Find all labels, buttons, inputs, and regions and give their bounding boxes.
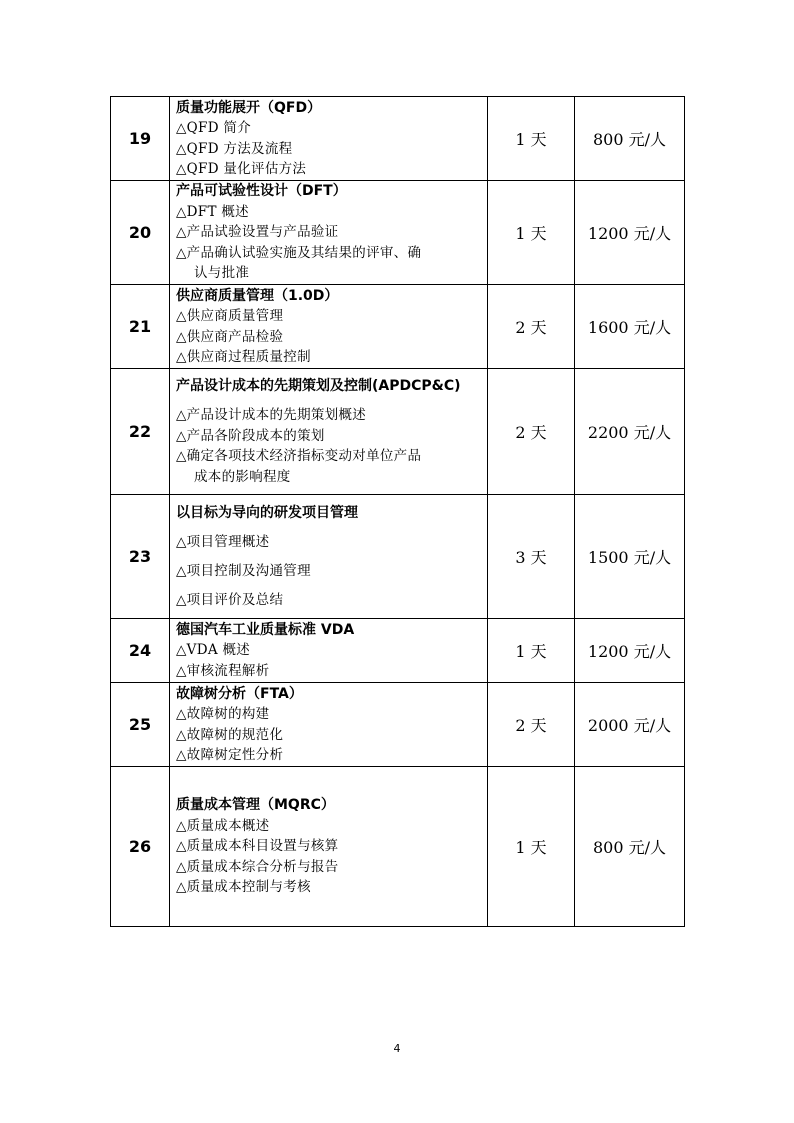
course-price: 2000 元/人	[575, 683, 685, 767]
course-item: △供应商产品检验	[176, 328, 284, 345]
course-duration: 1 天	[488, 619, 575, 683]
course-content	[170, 285, 488, 369]
course-duration: 3 天	[488, 495, 575, 619]
row-number: 21	[111, 285, 170, 369]
row-number: 24	[111, 619, 170, 683]
course-title: 产品可试验性设计（DFT）	[176, 183, 347, 200]
course-title: 故障树分析（FTA）	[176, 685, 303, 702]
course-item: △产品设计成本的先期策划概述	[176, 407, 367, 424]
row-number: 26	[111, 767, 170, 927]
table-row	[111, 683, 685, 767]
course-content	[170, 369, 488, 495]
course-item: △故障树的规范化	[176, 726, 284, 743]
table-row	[111, 619, 685, 683]
row-number: 23	[111, 495, 170, 619]
course-price: 1600 元/人	[575, 285, 685, 369]
course-item: △项目管理概述	[176, 533, 270, 550]
course-item: △产品确认试验实施及其结果的评审、确	[176, 244, 422, 261]
course-content	[170, 619, 488, 683]
course-title: 德国汽车工业质量标准 VDA	[176, 621, 355, 638]
course-price: 800 元/人	[575, 97, 685, 181]
course-item: △产品试验设置与产品验证	[176, 224, 339, 241]
course-duration: 1 天	[488, 181, 575, 285]
table-row	[111, 97, 685, 181]
course-title: 产品设计成本的先期策划及控制(APDCP&C)	[176, 377, 461, 394]
course-item: 认与批准	[194, 265, 250, 282]
row-number: 25	[111, 683, 170, 767]
course-content	[170, 495, 488, 619]
course-item: △质量成本综合分析与报告	[176, 858, 339, 875]
course-content	[170, 97, 488, 181]
course-item: △QFD 简介	[176, 120, 252, 136]
course-item: △QFD 量化评估方法	[176, 161, 307, 177]
table-row	[111, 495, 685, 619]
course-item: △故障树定性分析	[176, 747, 284, 763]
course-table	[110, 96, 685, 927]
course-item: △项目控制及沟通管理	[176, 562, 311, 579]
course-item: △DFT 概述	[176, 203, 249, 220]
course-duration: 1 天	[488, 97, 575, 181]
table-row	[111, 767, 685, 927]
course-item: △项目评价及总结	[176, 591, 284, 608]
course-title: 供应商质量管理（1.0D）	[176, 287, 339, 304]
course-duration: 2 天	[488, 369, 575, 495]
course-content	[170, 767, 488, 927]
course-duration: 2 天	[488, 683, 575, 767]
row-number: 19	[111, 97, 170, 181]
course-price: 1200 元/人	[575, 619, 685, 683]
course-title: 质量功能展开（QFD）	[176, 99, 322, 116]
page-number: 4	[393, 1042, 401, 1055]
course-item: △产品各阶段成本的策划	[176, 427, 325, 444]
course-content	[170, 683, 488, 767]
course-duration: 2 天	[488, 285, 575, 369]
course-title: 质量成本管理（MQRC）	[176, 797, 335, 814]
table-row	[111, 285, 685, 369]
course-price: 800 元/人	[575, 767, 685, 927]
course-price: 1200 元/人	[575, 181, 685, 285]
course-item: △VDA 概述	[176, 642, 251, 659]
course-item: △质量成本概述	[176, 817, 270, 834]
course-item: △故障树的构建	[176, 706, 270, 722]
course-item: △质量成本控制与考核	[176, 879, 311, 896]
course-price: 1500 元/人	[575, 495, 685, 619]
course-item: △供应商质量管理	[176, 308, 284, 324]
table-row	[111, 181, 685, 285]
course-item: △质量成本科目设置与核算	[176, 838, 339, 855]
course-title: 以目标为导向的研发项目管理	[176, 504, 358, 521]
row-number: 20	[111, 181, 170, 285]
course-item: 成本的影响程度	[194, 468, 291, 485]
table-row	[111, 369, 685, 495]
course-item: △QFD 方法及流程	[176, 140, 293, 157]
course-item: △审核流程解析	[176, 662, 270, 679]
course-item: △确定各项技术经济指标变动对单位产品	[176, 448, 422, 465]
row-number: 22	[111, 369, 170, 495]
course-duration: 1 天	[488, 767, 575, 927]
course-price: 2200 元/人	[575, 369, 685, 495]
course-content	[170, 181, 488, 285]
course-item: △供应商过程质量控制	[176, 349, 311, 365]
